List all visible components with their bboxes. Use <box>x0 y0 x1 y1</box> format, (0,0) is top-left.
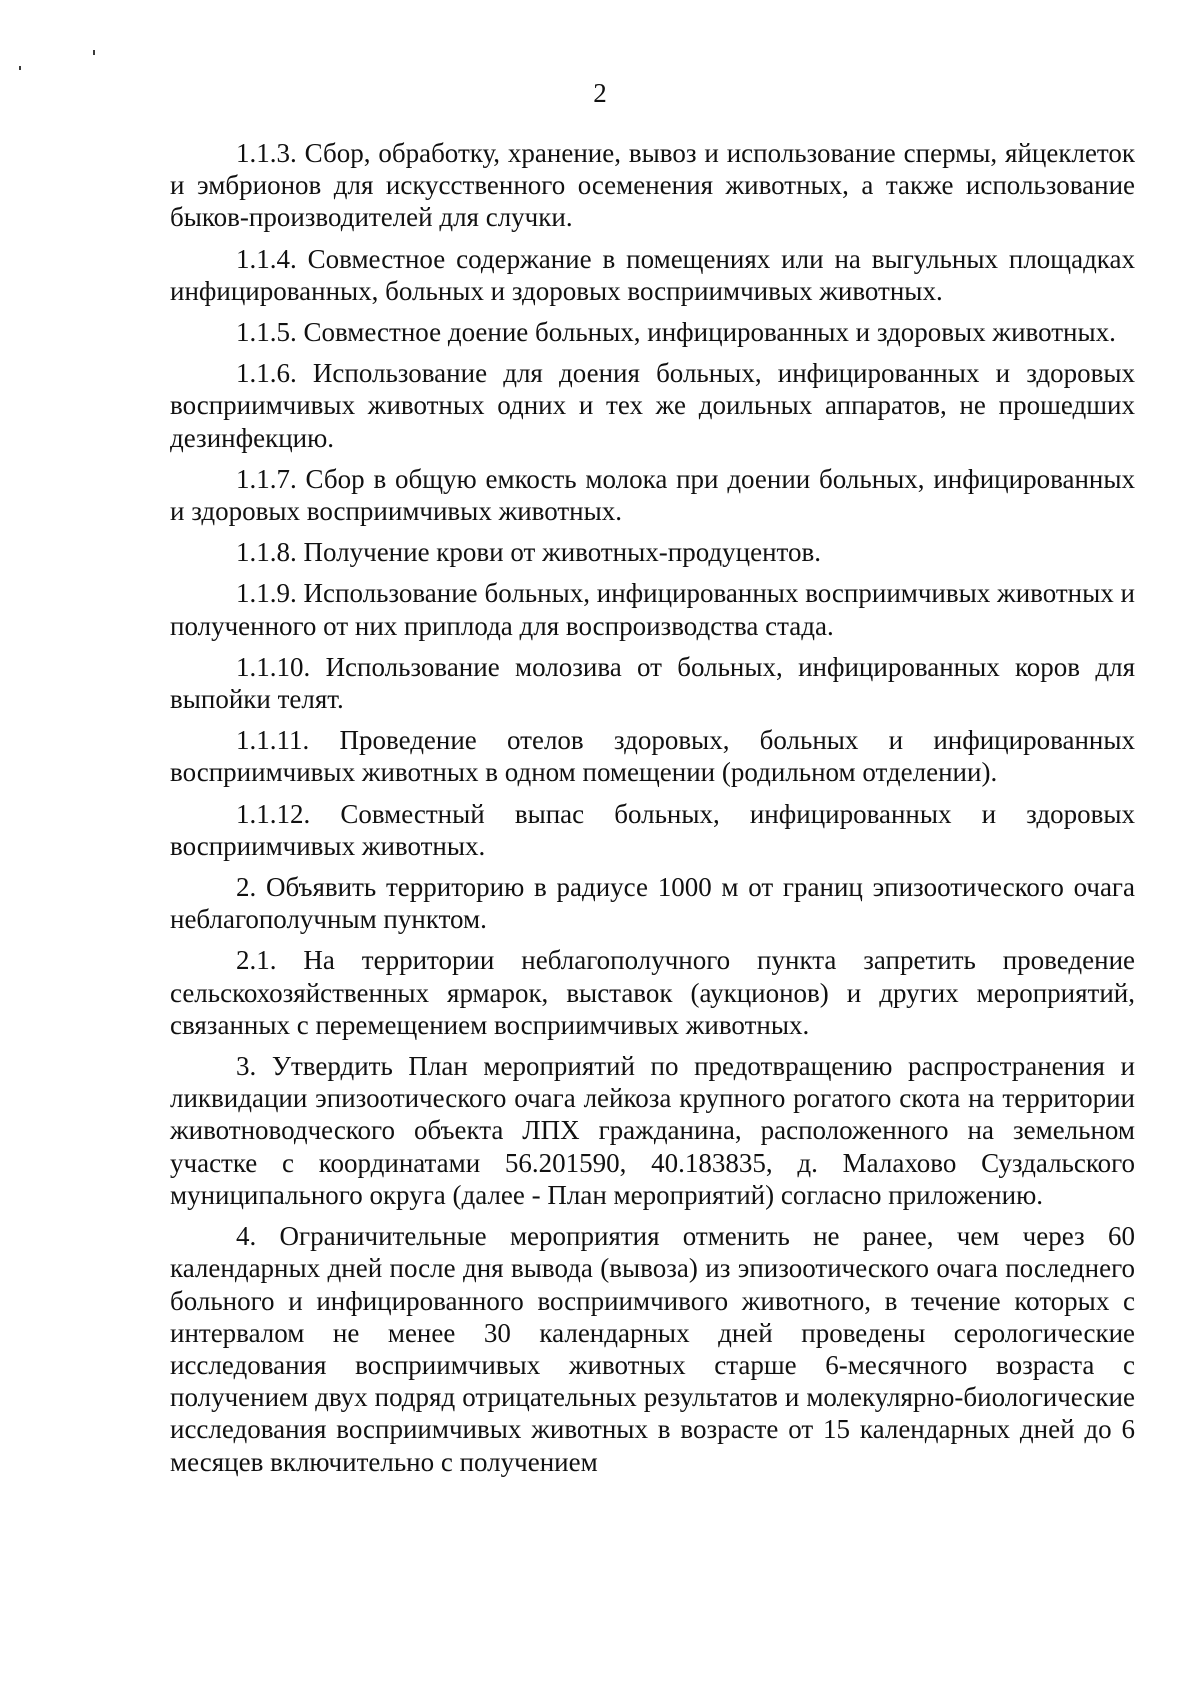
paragraph-1-1-4: 1.1.4. Совместное содержание в помещениях или на выгульных площадках инфицированных, больных и здоровых восприимчивых животных. <box>170 243 1135 306</box>
paragraph-1-1-7: 1.1.7. Сбор в общую емкость молока при доении больных, инфицированных и здоровых восприимчивых животных. <box>170 463 1135 527</box>
scan-artifact <box>19 66 21 70</box>
paragraph-1-1-6: 1.1.6. Использование для доения больных, инфицированных и здоровых восприимчивых животных одних и тех же доильных аппаратов, не прошедших дезинфекцию. <box>170 358 1135 453</box>
paragraph-1-1-10: 1.1.10. Использование молозива от больных, инфицированных коров для выпойки телят. <box>170 651 1135 715</box>
paragraph-2-1: 2.1. На территории неблагополучного пункта запретить проведение сельскохозяйственных ярмарок, выставок (аукционов) и других мероприятий, связанных с перемещением восприимчивых животных. <box>170 945 1135 1040</box>
paragraph-4: 4. Ограничительные мероприятия отменить не ранее, чем через 60 календарных дней после дня вывода (вывоза) из эпизоотического очага последнего больного и инфицированного восприимчивого животного, в течение которых с интервалом не менее 30 календарных дней проведены серологические исследования восприимчивых животных старше 6-месячного возраста с получением двух подряд отрицательных результатов и молекулярно-биологические исследования восприимчивых животных в возрасте от 15 календарных дней до 6 месяцев включительно с получением <box>170 1221 1135 1477</box>
scan-artifact <box>93 50 95 55</box>
document-body <box>170 137 1135 1487</box>
paragraph-1-1-12: 1.1.12. Совместный выпас больных, инфицированных и здоровых восприимчивых животных. <box>170 798 1135 861</box>
paragraph-1-1-11: 1.1.11. Проведение отелов здоровых, больных и инфицированных восприимчивых животных в одном помещении (родильном отделении). <box>170 725 1135 788</box>
paragraph-1-1-5: 1.1.5. Совместное доение больных, инфицированных и здоровых животных. <box>236 317 1116 348</box>
page-number: 2 <box>593 78 607 108</box>
paragraph-2: 2. Объявить территорию в радиусе 1000 м от границ эпизоотического очага неблагополучным пунктом. <box>170 872 1135 935</box>
paragraph-1-1-3: 1.1.3. Сбор, обработку, хранение, вывоз и использование спермы, яйцеклеток и эмбрионов для искусственного осеменения животных, а также использование быков-производителей для случки. <box>170 138 1135 233</box>
paragraph-1-1-9: 1.1.9. Использование больных, инфицированных восприимчивых животных и полученного от них приплода для воспроизводства стада. <box>170 578 1135 641</box>
paragraph-3: 3. Утвердить План мероприятий по предотвращению распространения и ликвидации эпизоотического очага лейкоза крупного рогатого скота на территории животноводческого объекта ЛПХ гражданина, расположенного на земельном участке с координатами 56.201590, 40.183835, д. Малахово Суздальского муниципального округа (далее - План мероприятий) согласно приложению. <box>170 1051 1135 1210</box>
paragraph-1-1-8: 1.1.8. Получение крови от животных-продуцентов. <box>236 537 821 568</box>
